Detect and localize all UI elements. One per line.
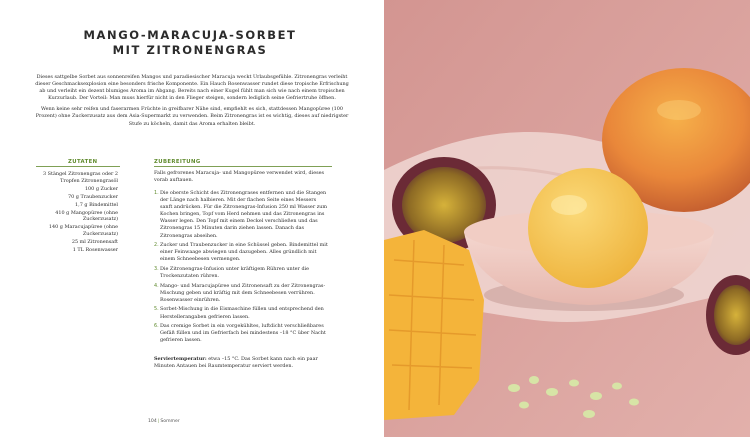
step-item xyxy=(154,190,330,240)
serving-text: etwa –15 °C. Das Sorbet kann nach ein paar Minuten Antauen bei Raumtemperatur serviert werden. xyxy=(154,356,318,370)
step-number: 6. xyxy=(154,323,159,330)
ingredient-item: 140 g Maracujapüree (ohne Zuckerzusatz) xyxy=(48,224,118,238)
page-number: 104 xyxy=(148,419,157,424)
step-item xyxy=(154,266,330,280)
step-text: Mango- und Maracujapüree und Zitronensaft zu der Zitronengras-Mischung geben und kräftig mit dem Schneebesen verrühren. Rosenwasser einrühren. xyxy=(160,282,326,303)
step-number: 4. xyxy=(154,282,159,289)
footer-divider: | xyxy=(157,419,160,424)
intro-text xyxy=(33,74,351,132)
section-name: Sommer xyxy=(160,419,180,424)
sorbet-photo xyxy=(384,0,750,437)
ingredient-item: 25 ml Zitronensaft xyxy=(71,239,118,246)
step-item xyxy=(154,242,330,263)
preparation-intro: Falls gefrorenes Maracuja- und Mangopüree verwendet wird, dieses vorab auftauen. xyxy=(154,170,325,184)
serving-temperature xyxy=(154,356,332,370)
step-text: Sorbet-Mischung in die Eismaschine füllen und entsprechend den Herstellerangaben gefrieren lassen. xyxy=(160,306,324,320)
ingredients-rule xyxy=(36,166,120,167)
step-item xyxy=(154,306,330,320)
ingredient-item: 1,7 g Bindemittel xyxy=(75,201,118,208)
intro-paragraph: Wenn keine sehr reifen und faserarmen Früchte in greifbarer Nähe sind, empfiehlt es sich, stattdessen Mangopüree (100 Prozent) ohne Zuckerzusatz aus dem Asia-Supermarkt zu verwenden. Beim Zitronengras ist es wichtig, dieses auf niedrigster Stufe zu köcheln, damit das Aroma erhalten bleibt. xyxy=(35,106,349,127)
preparation-heading: ZUBEREITUNG xyxy=(154,159,201,165)
intro-paragraph: Dieses sattgelbe Sorbet aus sonnenreifen Mangos und paradiesischer Maracuja weckt Urlaubsgefühle. Zitronengras verleiht dieser Geschmacksexplosion eine besonders frische Komponente. Ein Hauch Rosenwasser rundet diese tropische Erfrischung ab und verleiht ein dezent blumiges Aroma im Abgang. Bereits nach einer Kugel fühlt man sich wie nach einem tropischen Kurzurlaub. Der Vorteil: Man muss hierfür nicht in den Flieger steigen, sondern lediglich seine Gefriertruhe öffnen. xyxy=(35,74,349,102)
ingredient-item: 100 g Zucker xyxy=(84,185,118,192)
title-line-2: MIT ZITRONENGRAS xyxy=(112,43,268,57)
ingredient-item: 410 g Mangopüree (ohne Zuckerzusatz) xyxy=(55,209,118,223)
step-number: 5. xyxy=(154,306,159,313)
ingredients-list xyxy=(36,171,118,255)
sorbet-scoop xyxy=(528,168,648,288)
scoop-highlight xyxy=(551,195,587,215)
step-number: 2. xyxy=(154,242,159,249)
page-footer xyxy=(148,419,180,424)
step-text: Die Zitronengras-Infusion unter kräftigem Rühren unter die Trockenzutaten rühren. xyxy=(160,265,310,280)
step-item xyxy=(154,323,330,344)
preparation-steps xyxy=(154,190,330,347)
step-text: Die oberste Schicht des Zitronengrases entfernen und die Stangen der Länge nach halbieren. Mit der flachen Seite eines Messers sanft andrücken. Für die Zitronengras-Infusion 250 ml Wasser zum Kochen bringen, Topf vom Herd nehmen und das Zitronengras ins Wasser legen. Den Topf mit einem Deckel verschließen und das Zitronengras 15 Minuten darin ziehen lassen. Danach das Zitronengras abseihen. xyxy=(160,190,328,239)
step-text: Zucker und Traubenzucker in eine Schüssel geben. Bindemittel mit einer Feinwaage abwiegen und dazugeben. Alles gründlich mit einem Schneebesen vermengen. xyxy=(160,242,328,263)
ingredient-item: 70 g Traubenzucker xyxy=(68,193,118,200)
step-number: 1. xyxy=(154,190,159,196)
mango-hedgehog xyxy=(384,230,484,420)
preparation-rule xyxy=(154,166,332,167)
sorbet-photo-illustration xyxy=(384,0,750,437)
ingredient-item: 1 TL Rosenwasser xyxy=(72,247,118,254)
title-line-1: MANGO-MARACUJA-SORBET xyxy=(83,28,297,42)
recipe-title xyxy=(40,28,340,58)
mango-highlight xyxy=(657,100,701,120)
step-number: 3. xyxy=(154,265,159,272)
step-item xyxy=(154,283,330,304)
step-text: Das cremige Sorbet in ein vorgekühltes, luftdicht verschließbares Gefäß füllen und im Gefrierfach bei mindestens –18 °C über Nacht gefrieren lassen. xyxy=(160,323,326,344)
ingredients-heading: ZUTATEN xyxy=(68,159,98,165)
serving-label: Serviertemperatur: xyxy=(154,356,207,362)
ingredient-item: 3 Stängel Zitronengras oder 2 Tropfen Zitronengrasöl xyxy=(42,171,118,184)
